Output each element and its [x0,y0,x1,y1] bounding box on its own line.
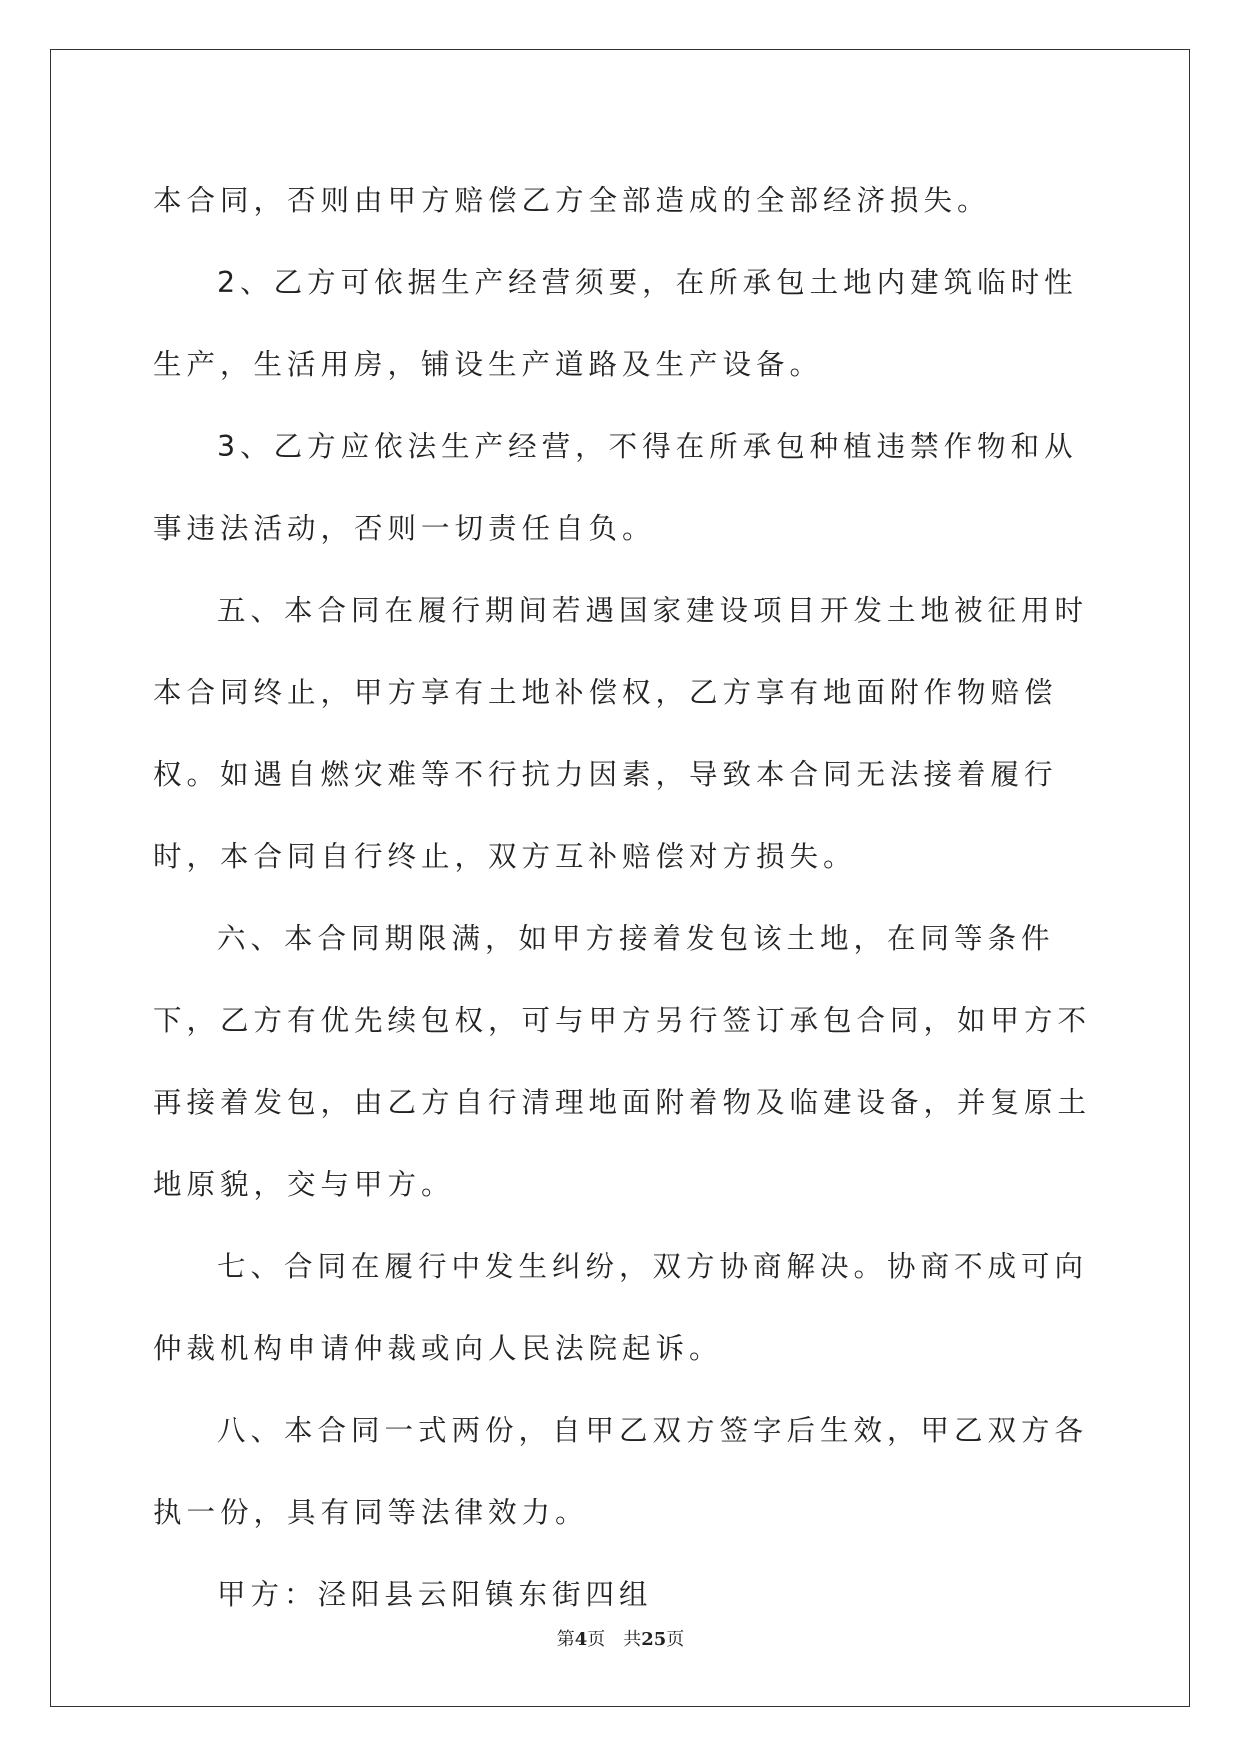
total-unit: 页 [666,1629,685,1650]
paragraph-section-5: 五、本合同在履行期间若遇国家建设项目开发土地被征用时本合同终止，甲方享有土地补偿权，乙方享有地面附作物赔偿权。如遇自燃灾难等不行抗力因素，导致本合同无法接着履行时，本合同自行终止，双方互补赔偿对方损失。 [153,594,1089,873]
party-a-signature-line: 甲方：泾阳县云阳镇东街四组 [217,1578,653,1611]
paragraph-continuation: 本合同，否则由甲方赔偿乙方全部造成的全部经济损失。 [153,184,991,217]
paragraph-clause-3: 3、乙方应依法生产经营，不得在所承包种植违禁作物和从事违法活动，否则一切责任自负。 [153,430,1078,545]
total-prefix: 共 [623,1629,642,1650]
current-page-number: 4 [574,1629,588,1650]
page-number-footer [0,1625,1241,1651]
paragraph-clause-2: 2、乙方可依据生产经营须要，在所承包土地内建筑临时性生产，生活用房，铺设生产道路及生产设备。 [153,266,1078,381]
page-unit: 页 [587,1629,606,1650]
page-prefix: 第 [556,1629,575,1650]
paragraph-section-6: 六、本合同期限满，如甲方接着发包该土地，在同等条件下，乙方有优先续包权，可与甲方另行签订承包合同，如甲方不再接着发包，由乙方自行清理地面附着物及临建设备，并复原土地原貌，交与甲方。 [153,922,1092,1201]
document-body [153,160,1093,1636]
paragraph-section-7: 七、合同在履行中发生纠纷，双方协商解决。协商不成可向仲裁机构申请仲裁或向人民法院起诉。 [153,1250,1089,1365]
total-page-count: 25 [641,1629,667,1650]
paragraph-section-8: 八、本合同一式两份，自甲乙双方签字后生效，甲乙双方各执一份，具有同等法律效力。 [153,1414,1089,1529]
